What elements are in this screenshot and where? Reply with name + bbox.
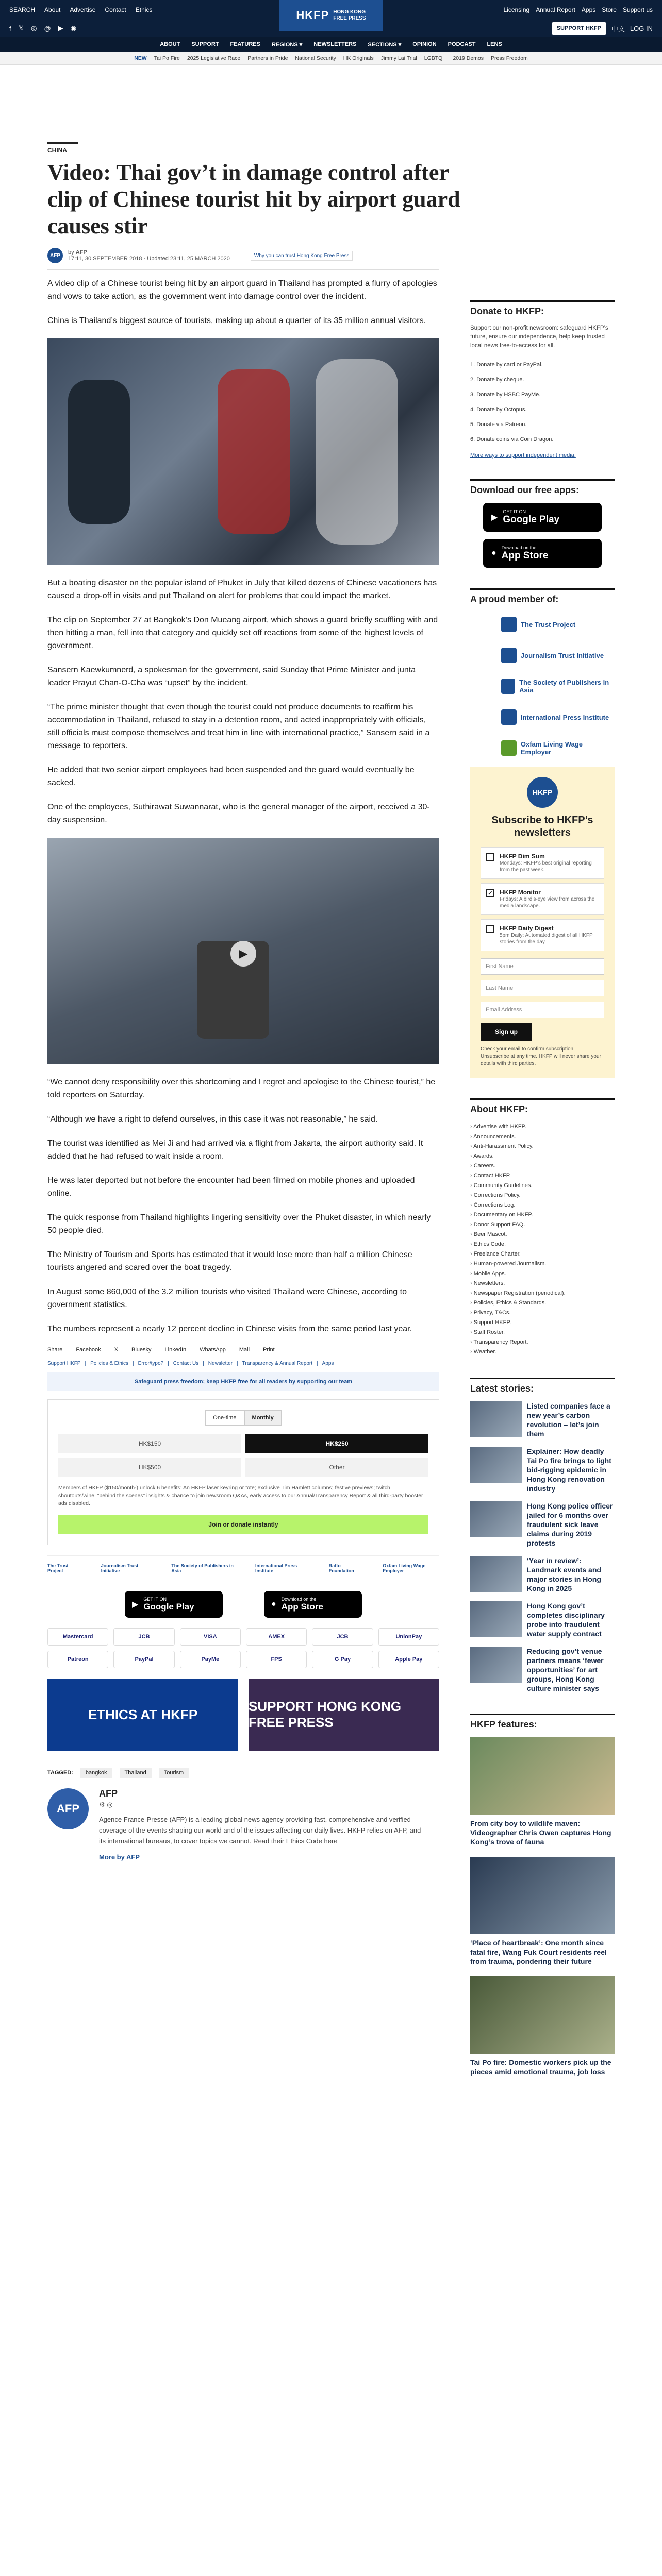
trending-item[interactable]: 2019 Demos: [453, 55, 484, 61]
about-link[interactable]: › Mobile Apps.: [470, 1269, 615, 1279]
paragraph: In August some 860,000 of the 3.2 million tourists who visited Thailand were Chinese, according to government statistics.: [47, 1287, 407, 1309]
google-play-button[interactable]: ▶ GET IT ON Google Play: [125, 1591, 223, 1618]
nav-podcast[interactable]: PODCAST: [448, 41, 476, 47]
story-item[interactable]: ‘Year in review’: Landmark events and major stories in Hong Kong in 2025: [470, 1556, 615, 1593]
logo-subtext: HONG KONG FREE PRESS: [333, 9, 366, 21]
donate-option[interactable]: 4. Donate by Octopus.: [470, 402, 615, 417]
about-link[interactable]: › Announcements.: [470, 1132, 615, 1142]
story-thumbnail[interactable]: [470, 1601, 522, 1637]
author-box-name[interactable]: AFP: [99, 1788, 118, 1799]
support-banner[interactable]: SUPPORT HONG KONG FREE PRESS: [249, 1679, 439, 1751]
nav-sections[interactable]: SECTIONS ▾: [368, 41, 402, 48]
sidebar: [470, 269, 615, 2087]
pledge-banner[interactable]: Safeguard press freedom; keep HKFP free for all readers by supporting our team: [47, 1372, 439, 1391]
article-photo: [47, 338, 439, 565]
share-x[interactable]: X: [114, 1347, 119, 1353]
newsletter-footnote: Check your email to confirm subscription. Unsubscribe at any time. HKFP will never share your details with third parties.: [481, 1046, 601, 1066]
member-logo[interactable]: Oxfam Living Wage Employer: [501, 736, 615, 760]
member-logo[interactable]: International Press Institute: [501, 705, 615, 730]
checkbox[interactable]: [486, 853, 494, 861]
top-link-advertise[interactable]: Advertise: [70, 6, 96, 13]
paragraph: He added that two senior airport employees had been suspended and the guard would eventually be sacked.: [47, 766, 415, 787]
top-bar: [0, 0, 662, 20]
feature-image[interactable]: [470, 1737, 615, 1815]
about-link[interactable]: › Advertise with HKFP.: [470, 1122, 615, 1132]
member-logo[interactable]: International Press Institute: [255, 1563, 297, 1573]
link-contact[interactable]: Contact Us: [173, 1361, 199, 1366]
amount-other[interactable]: Other: [245, 1458, 428, 1477]
paragraph: China is Thailand’s biggest source of tourists, making up about a quarter of its 35 million annual visitors.: [47, 316, 426, 325]
checkbox[interactable]: [486, 925, 494, 933]
story-thumbnail[interactable]: [470, 1447, 522, 1483]
story-item[interactable]: Hong Kong police officer jailed for 6 months over fraudulent sick leave claims during 2019 protests: [470, 1501, 615, 1548]
byline: [47, 248, 615, 263]
about-link[interactable]: › Documentary on HKFP.: [470, 1210, 615, 1220]
about-link[interactable]: › Transparency Report.: [470, 1337, 615, 1347]
logo-text: HKFP: [296, 9, 329, 22]
paragraph: The quick response from Thailand highlights lingering sensitivity over the Phuket disaster, in which nearly 50 people died.: [47, 1213, 431, 1235]
story-item[interactable]: Listed companies face a new year’s carbon revolution – let’s join them: [470, 1401, 615, 1438]
mastercard-icon: Mastercard: [47, 1628, 108, 1646]
about-list: [470, 1122, 615, 1357]
newsletter-option[interactable]: HKFP Dim Sum Mondays: HKFP’s best original reporting from the past week.: [481, 847, 604, 879]
donate-option[interactable]: 5. Donate via Patreon.: [470, 417, 615, 432]
more-by-author-link[interactable]: More by AFP: [99, 1853, 140, 1861]
unionpay-icon: UnionPay: [378, 1628, 439, 1646]
apple-pay-icon: Apple Pay: [378, 1651, 439, 1668]
paragraph: The clip on September 27 at Bangkok’s Don Mueang airport, which shows a guard briefly scuffling with and then hitting a man, fell into that category and quickly set off reactions from some of the highest levels of government.: [47, 616, 438, 650]
donate-heading: Donate to HKFP:: [470, 300, 615, 317]
member-logo[interactable]: The Trust Project: [47, 1563, 69, 1573]
play-icon[interactable]: ▶: [230, 941, 256, 967]
first-name-field[interactable]: First Name: [481, 958, 604, 975]
about-link[interactable]: › Freelance Charter.: [470, 1249, 615, 1259]
amex-icon: AMEX: [246, 1628, 307, 1646]
jcb-icon: JCB: [312, 1628, 373, 1646]
jcb-icon: JCB: [113, 1628, 174, 1646]
top-link-licensing[interactable]: Licensing: [503, 6, 530, 13]
checkbox[interactable]: ✓: [486, 889, 494, 897]
share-mail[interactable]: Mail: [239, 1347, 250, 1353]
donate-option[interactable]: 1. Donate by card or PayPal.: [470, 358, 615, 372]
newsletter-option[interactable]: HKFP Daily Digest 5pm Daily: Automated digest of all HKFP stories from the day.: [481, 919, 604, 951]
author-bio: Agence France-Presse (AFP) is a leading global news agency providing fast, comprehensive and verified coverage of the events shaping our world and of the issues affecting our daily lives. HKFP relies on AFP, and its international bureaus, to cover topics we cannot. Read their Ethics Code here: [99, 1816, 421, 1845]
top-link-ethics[interactable]: Ethics: [135, 6, 153, 13]
trending-item[interactable]: Press Freedom: [491, 55, 528, 61]
author-name[interactable]: by AFP: [68, 249, 87, 256]
article-video[interactable]: [47, 838, 439, 1064]
share-bluesky[interactable]: Bluesky: [131, 1347, 152, 1353]
newsletter-logo: HKFP: [527, 777, 558, 808]
latest-heading: Latest stories:: [470, 1378, 615, 1394]
about-link[interactable]: › Newspaper Registration (periodical).: [470, 1289, 615, 1298]
link-error[interactable]: Error/typo?: [138, 1361, 164, 1366]
main-nav: [0, 37, 662, 52]
paragraph: “Although we have a right to defend ourselves, in this case it was not reasonable,” he said.: [47, 1115, 378, 1124]
story-thumbnail[interactable]: [470, 1556, 522, 1592]
donation-widget: [47, 1399, 439, 1545]
tags: [47, 1761, 439, 1778]
site-logo[interactable]: [279, 0, 383, 31]
story-item[interactable]: Reducing gov’t venue partners means ‘fewer opportunities’ for art groups, Hong Kong culture minister says: [470, 1647, 615, 1693]
feature-item[interactable]: ‘Place of heartbreak’: One month since fatal fire, Wang Fuk Court residents reel from trauma, pondering their future: [470, 1857, 615, 1966]
patreon-icon: Patreon: [47, 1651, 108, 1668]
share-whatsapp[interactable]: WhatsApp: [200, 1347, 226, 1353]
about-link[interactable]: › Privacy, T&Cs.: [470, 1308, 615, 1318]
apple-icon: ●: [491, 549, 496, 557]
member-logo[interactable]: The Society of Publishers in Asia: [171, 1563, 234, 1573]
donate-option[interactable]: 6. Donate coins via Coin Dragon.: [470, 432, 615, 447]
share-linkedin[interactable]: LinkedIn: [164, 1347, 187, 1353]
app-store-button[interactable]: ● Download on the App Store: [264, 1591, 362, 1618]
trending-item[interactable]: 2025 Legislative Race: [187, 55, 241, 61]
trending-item[interactable]: HK Originals: [343, 55, 374, 61]
support-hkfp-button[interactable]: SUPPORT HKFP: [552, 22, 606, 35]
top-link-apps[interactable]: Apps: [581, 6, 596, 13]
membership-note: Members of HKFP ($150/month-) unlock 6 benefits: An HKFP laser keyring or tote; exclusive Tim Hamlett columns; festive previews; twitch shoutouts/wine, “behind the scenes” insights & chance to join newsroom Q&As, early access to our Annual/Transparency Report & all third-party booster ads disabled.: [58, 1485, 423, 1506]
about-link[interactable]: › Newsletters.: [470, 1279, 615, 1289]
about-link[interactable]: › Awards.: [470, 1151, 615, 1161]
tag[interactable]: Thailand: [120, 1768, 152, 1778]
top-link-annual-report[interactable]: Annual Report: [536, 6, 575, 13]
last-name-field[interactable]: Last Name: [481, 980, 604, 996]
nav-newsletters[interactable]: NEWSLETTERS: [313, 41, 357, 47]
language-link[interactable]: 中文: [611, 25, 625, 33]
trending-item[interactable]: Partners in Pride: [247, 55, 288, 61]
signup-button[interactable]: Sign up: [481, 1023, 532, 1041]
article-title: Video: Thai gov’t in damage control after clip of Chinese tourist hit by airport guard causes stir: [47, 160, 460, 239]
payme-icon: PayMe: [180, 1651, 241, 1668]
new-label: NEW: [134, 55, 147, 61]
feature-image[interactable]: [470, 1857, 615, 1934]
about-link[interactable]: › Corrections Log.: [470, 1200, 615, 1210]
paragraph: A video clip of a Chinese tourist being hit by an airport guard in Thailand has prompted a flurry of apologies and vows to take action, as the government went into damage control over the incident.: [47, 279, 437, 301]
top-link-contact[interactable]: Contact: [105, 6, 126, 13]
x-icon[interactable]: 𝕏: [18, 24, 24, 32]
trending-item[interactable]: National Security: [295, 55, 336, 61]
top-link-about[interactable]: About: [44, 6, 61, 13]
about-link[interactable]: › Corrections Policy.: [470, 1191, 615, 1200]
tags-label: TAGGED:: [47, 1770, 73, 1776]
nav-opinion[interactable]: OPINION: [412, 41, 437, 47]
paragraph: “We cannot deny responsibility over this shortcoming and I regret and apologise to the Chinese tourist,” he told reporters on Saturday.: [47, 1078, 436, 1099]
story-thumbnail[interactable]: [470, 1647, 522, 1683]
nav-about[interactable]: ABOUT: [160, 41, 180, 47]
about-link[interactable]: › Staff Roster.: [470, 1328, 615, 1337]
feature-item[interactable]: From city boy to wildlife maven: Videographer Chris Owen captures Hong Kong’s trove of fauna: [470, 1737, 615, 1846]
footer-links: Support HKFP | Policies & Ethics | Error/typo? | Contact Us | Newsletter | Transparency & Annual Report | Apps: [47, 1361, 334, 1366]
app-badges: [47, 1591, 439, 1618]
google-play-icon: ▶: [132, 1600, 139, 1609]
about-link[interactable]: › Careers.: [470, 1161, 615, 1171]
youtube-icon[interactable]: ▶: [58, 24, 63, 32]
article-body: [47, 269, 439, 2087]
paypal-icon: PayPal: [113, 1651, 174, 1668]
apps-heading: Download our free apps:: [470, 479, 615, 496]
member-logo[interactable]: The Society of Publishers in Asia: [501, 674, 615, 699]
paragraph: But a boating disaster on the popular island of Phuket in July that killed dozens of Chinese vacationers has caused a drop-off in visits and put Thailand on alert for problems that could impact the market.: [47, 579, 437, 600]
donate-intro: Support our non-profit newsroom: safeguard HKFP’s future, ensure our independence, help keep trusted local news free-to-access for all.: [470, 325, 608, 349]
threads-icon[interactable]: @: [44, 24, 51, 32]
trending-item[interactable]: Jimmy Lai Trial: [380, 55, 417, 61]
link-support[interactable]: Support HKFP: [47, 1361, 81, 1366]
about-link[interactable]: › Community Guidelines.: [470, 1181, 615, 1191]
freq-one-time[interactable]: One-time: [205, 1410, 244, 1426]
rss-icon[interactable]: ◉: [70, 24, 76, 32]
top-link-store[interactable]: Store: [602, 6, 617, 13]
about-link[interactable]: › Donor Support FAQ.: [470, 1220, 615, 1230]
link-apps[interactable]: Apps: [322, 1361, 334, 1366]
author-box: [47, 1788, 439, 1862]
google-pay-icon: G Pay: [312, 1651, 373, 1668]
author-social-icons[interactable]: ⚙ ◎: [99, 1801, 113, 1808]
member-logo[interactable]: Journalism Trust Initiative: [101, 1563, 139, 1573]
about-link[interactable]: › Ethics Code.: [470, 1240, 615, 1249]
amount-option[interactable]: HK$500: [58, 1458, 241, 1477]
story-thumbnail[interactable]: [470, 1401, 522, 1437]
about-link[interactable]: › Support HKFP.: [470, 1318, 615, 1328]
donate-option[interactable]: 2. Donate by cheque.: [470, 372, 615, 387]
nav-regions[interactable]: REGIONS ▾: [271, 41, 303, 48]
member-logo[interactable]: Journalism Trust Initiative: [501, 643, 615, 668]
paragraph: One of the employees, Suthirawat Suwannarat, who is the general manager of the airport, received a 30-day suspension.: [47, 803, 430, 824]
share-label: Share: [47, 1347, 63, 1353]
link-policies[interactable]: Policies & Ethics: [90, 1361, 129, 1366]
about-link[interactable]: › Policies, Ethics & Standards.: [470, 1298, 615, 1308]
newsletter-heading: Subscribe to HKFP’s newsletters: [491, 815, 593, 838]
feature-image[interactable]: [470, 1976, 615, 2054]
member-logo[interactable]: Rafto Foundation: [328, 1563, 354, 1573]
ethics-code-link[interactable]: Read their Ethics Code here: [253, 1837, 338, 1845]
member-logos: [47, 1555, 439, 1581]
ethics-banner[interactable]: ETHICS AT HKFP: [47, 1679, 238, 1751]
google-play-icon: ▶: [491, 513, 498, 522]
member-heading: A proud member of:: [470, 588, 615, 605]
author-avatar-large[interactable]: AFP: [47, 1788, 89, 1829]
visa-icon: VISA: [180, 1628, 241, 1646]
newsletter-option[interactable]: ✓ HKFP Monitor Fridays: A bird’s-eye view from across the media landscape.: [481, 883, 604, 915]
freq-monthly[interactable]: Monthly: [244, 1410, 282, 1426]
donate-option[interactable]: 3. Donate by HSBC PayMe.: [470, 387, 615, 402]
member-logo[interactable]: Oxfam Living Wage Employer: [383, 1563, 426, 1573]
paragraph: The Ministry of Tourism and Sports has estimated that it would lose more than half a million Chinese tourists angered and scared over the boat tragedy.: [47, 1250, 412, 1272]
trust-link[interactable]: Why you can trust Hong Kong Free Press: [251, 251, 353, 261]
email-field[interactable]: Email Address: [481, 1002, 604, 1018]
apple-icon: ●: [271, 1600, 276, 1608]
story-item[interactable]: Hong Kong gov’t completes disciplinary probe into fraudulent water supply contract: [470, 1601, 615, 1638]
tag[interactable]: Tourism: [159, 1768, 189, 1778]
sidebar-google-play-button[interactable]: ▶ GET IT ON Google Play: [483, 503, 602, 532]
member-logo[interactable]: The Trust Project: [501, 612, 615, 637]
story-item[interactable]: Explainer: How deadly Tai Po fire brings to light bid-rigging epidemic in Hong Kong renovation industry: [470, 1447, 615, 1493]
paragraph: The tourist was identified as Mei Ji and had arrived via a flight from Jakarta, the airport authority said. It added that he had refused to wait inside a room.: [47, 1139, 423, 1161]
instagram-icon[interactable]: ◎: [31, 24, 37, 32]
about-link[interactable]: › Beer Mascot.: [470, 1230, 615, 1240]
about-link[interactable]: › Contact HKFP.: [470, 1171, 615, 1181]
more-ways-link[interactable]: More ways to support independent media.: [470, 452, 576, 459]
link-transparency[interactable]: Transparency & Annual Report: [242, 1361, 313, 1366]
about-heading: About HKFP:: [470, 1098, 615, 1115]
amount-option-selected[interactable]: HK$250: [245, 1434, 428, 1453]
about-link[interactable]: › Anti-Harassment Policy.: [470, 1142, 615, 1151]
paragraph: “The prime minister thought that even though the tourist could not produce documents to reaffirm his accommodation in Thailand, refused to stay in a detention room, and acted inappropriately with officials, still officials must compose themselves and treat him in line with international practice,” Sansern said in a message to reporters.: [47, 703, 430, 750]
paragraph: Sansern Kaewkumnerd, a spokesman for the government, said Sunday that Prime Minister and junta leader Prayut Chan-O-Cha was “upset” by the incident.: [47, 666, 416, 687]
login-link[interactable]: LOG IN: [630, 24, 653, 32]
newsletter-box: [470, 767, 615, 1078]
top-link-support[interactable]: Support us: [622, 6, 653, 13]
share-print[interactable]: Print: [263, 1347, 275, 1353]
search-link[interactable]: SEARCH: [9, 6, 36, 13]
about-link[interactable]: › Human-powered Journalism.: [470, 1259, 615, 1269]
payment-methods: [47, 1628, 439, 1668]
nav-lens[interactable]: LENS: [487, 41, 502, 47]
facebook-icon[interactable]: f: [9, 24, 11, 32]
nav-support[interactable]: SUPPORT: [191, 41, 219, 47]
author-avatar[interactable]: AFP: [47, 248, 63, 263]
amount-option[interactable]: HK$150: [58, 1434, 241, 1453]
paragraph: The numbers represent a nearly 12 percent decline in Chinese visits from the same period last year.: [47, 1325, 412, 1333]
join-button[interactable]: Join or donate instantly: [58, 1515, 428, 1534]
link-newsletter[interactable]: Newsletter: [208, 1361, 233, 1366]
trending-item[interactable]: LGBTQ+: [424, 55, 446, 61]
article-dates: 17:11, 30 SEPTEMBER 2018 · Updated 23:11, 25 MARCH 2020: [68, 256, 230, 262]
trending-item[interactable]: Tai Po Fire: [154, 55, 180, 61]
sidebar-app-store-button[interactable]: ● Download on the App Store: [483, 539, 602, 568]
article-category[interactable]: CHINA: [47, 142, 78, 154]
trending-nav: [0, 52, 662, 65]
about-link[interactable]: › Weather.: [470, 1347, 615, 1357]
feature-item[interactable]: Tai Po fire: Domestic workers pick up the pieces amid emotional trauma, job loss: [470, 1976, 615, 2076]
features-heading: HKFP features:: [470, 1714, 615, 1730]
fps-icon: FPS: [246, 1651, 307, 1668]
share-bar: [47, 1347, 439, 1353]
paragraph: He was later deported but not before the encounter had been filmed on mobile phones and uploaded online.: [47, 1176, 415, 1198]
promo-banners: [47, 1679, 439, 1751]
share-facebook[interactable]: Facebook: [76, 1347, 101, 1353]
nav-features[interactable]: FEATURES: [230, 41, 260, 47]
story-thumbnail[interactable]: [470, 1501, 522, 1537]
tag[interactable]: bangkok: [80, 1768, 112, 1778]
